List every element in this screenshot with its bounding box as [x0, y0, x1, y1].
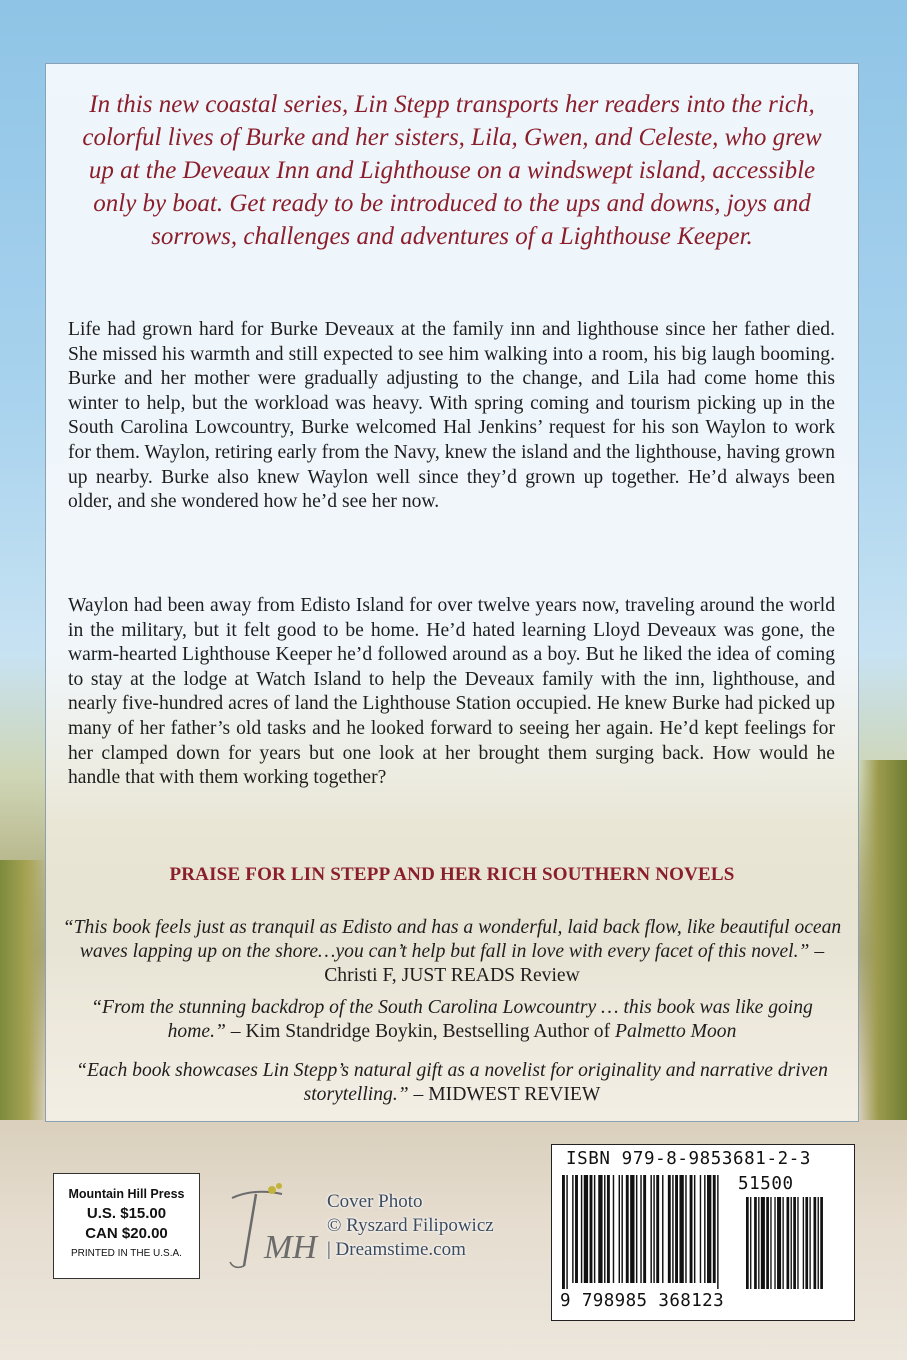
printed-in-label: PRINTED IN THE U.S.A.: [71, 1248, 182, 1259]
body-paragraph-1: Life had grown hard for Burke Deveaux at the family inn and lighthouse since her father died. She missed his warmth and still expected to see him walking into a room, his big laugh booming. Burke and her mother were gradually adjusting to the change, and Lila had come home this winter to help, but the workload was heavy. With spring coming and tourism picking up in the South Carolina Lowcountry, Burke welcomed Hal Jenkins’ request for his son Waylon to work for them. Waylon, retiring early from the Navy, knew the island and the lighthouse, having grown up nearby. Burke also knew Waylon well since they’d grown up together. He’d always been older, and she wondered how he’d see her now.: [68, 319, 835, 513]
barcode-addon-bar: [803, 1197, 804, 1289]
quote-attribution: – MIDWEST REVIEW: [408, 1084, 601, 1105]
isbn-barcode: [551, 1144, 855, 1321]
barcode-addon-bar: [793, 1197, 796, 1289]
barcode-addon-bar: [770, 1197, 771, 1289]
logo-mark: MH: [264, 1229, 317, 1266]
barcode-addon-bar: [761, 1197, 765, 1289]
barcode-addon-bar: [787, 1197, 790, 1289]
barcode-addon-bar: [809, 1197, 810, 1289]
barcode-bar: [626, 1175, 629, 1283]
quote-text: “From the stunning backdrop of the South Carolina Lowcountry … this book was like going home.”: [91, 997, 813, 1042]
barcode-bar: [604, 1175, 605, 1283]
intro-blurb: In this new coastal series, Lin Stepp transports her readers into the rich, colorful lives of Burke and her sisters, Lila, Gwen, and Celeste, who grew up at the Deveaux Inn and Lighthouse on a windswept island, accessible only by boat. Get ready to be introduced to the ups and downs, joys and sorrows, challenges and adventures of a Lighthouse Keeper.: [82, 91, 822, 250]
quote-book-title: Palmetto Moon: [615, 1021, 737, 1042]
barcode-bars: [560, 1175, 850, 1291]
barcode-bar: [690, 1175, 693, 1283]
publisher-logo-icon: [224, 1180, 317, 1280]
barcode-bar: [662, 1175, 663, 1283]
barcode-addon-bar: [791, 1197, 792, 1289]
quote-text: “This book feels just as tranquil as Edisto and has a wonderful, laid back flow, like beautiful ocean waves lapping up on the shore…you can’t help but fall in love with every facet of this novel.”: [62, 917, 842, 962]
price-box: [53, 1173, 200, 1279]
barcode-bar: [713, 1175, 716, 1283]
barcode-bar: [694, 1175, 695, 1283]
barcode-bar: [675, 1175, 678, 1283]
barcode-bar: [613, 1175, 614, 1283]
dune-grass-left: [0, 860, 46, 1120]
praise-heading: PRAISE FOR LIN STEPP AND HER RICH SOUTHERN NOVELS: [169, 864, 735, 885]
barcode-addon-bar: [766, 1197, 769, 1289]
barcode-addon-bar: [805, 1197, 808, 1289]
barcode-bar: [668, 1175, 671, 1283]
ean-digits: 9 798985 368123: [560, 1291, 725, 1311]
barcode-addon-bar: [814, 1197, 817, 1289]
praise-quote-2: [60, 996, 844, 1044]
barcode-addon-bar: [758, 1197, 759, 1289]
barcode-bar: [630, 1175, 634, 1283]
barcode-bar: [572, 1175, 573, 1283]
barcode-addon-bar: [754, 1197, 757, 1289]
barcode-bar: [704, 1175, 705, 1283]
barcode-bar: [650, 1175, 651, 1283]
barcode-bar: [640, 1175, 641, 1283]
barcode-addon-bar: [820, 1197, 823, 1289]
quote-text: “Each book showcases Lin Stepp’s natural gift as a novelist for originality and narrative driven storytelling.”: [76, 1060, 828, 1105]
blurb-panel: [45, 63, 859, 1122]
barcode-bar: [562, 1175, 565, 1289]
quote-attribution: – Christi F, JUST READS Review: [324, 941, 825, 986]
barcode-bar: [653, 1175, 654, 1283]
barcode-bar: [598, 1175, 602, 1283]
barcode-bar: [584, 1175, 588, 1283]
barcode-bar: [679, 1175, 683, 1283]
barcode-bar: [575, 1175, 578, 1283]
can-price: CAN $20.00: [85, 1225, 168, 1242]
credit-line-3: | Dreamstime.com: [327, 1239, 466, 1260]
barcode-bar: [636, 1175, 637, 1283]
dune-grass-right: [859, 760, 907, 1120]
barcode-bar: [566, 1175, 567, 1289]
barcode-price-code: 51500: [738, 1174, 794, 1194]
barcode-bar: [656, 1175, 659, 1283]
barcode-addon-bar: [774, 1197, 775, 1289]
barcode-bar: [619, 1175, 620, 1283]
barcode-bar: [717, 1175, 718, 1289]
barcode-addon-bar: [746, 1197, 749, 1289]
us-price: U.S. $15.00: [86, 1205, 167, 1222]
credit-line-1: Cover Photo: [327, 1191, 423, 1212]
isbn-number: ISBN 979-8-9853681-2-3: [566, 1149, 811, 1169]
barcode-bar: [643, 1175, 646, 1283]
body-paragraph-2: Waylon had been away from Edisto Island for over twelve years now, traveling around the world in the military, but it felt good to be home. He’d hated learning Lloyd Deveaux was gone, the warm-hearted Lighthouse Keeper he’d followed around as a boy. But he liked the idea of coming to stay at the lodge at Watch Island to help the Deveaux family with the inn, lighthouse, and nearly five-hundred acres of land the Lighthouse Station occupied. He knew Burke had picked up many of her father’s old tasks and he looked forward to seeing her again. He’d kept feelings for her clamped down for years but one look at her brought them surging back. How would he handle that with them working together?: [68, 595, 835, 789]
barcode-addon-bar: [750, 1197, 751, 1289]
barcode-bar: [590, 1175, 593, 1283]
cover-photo-credit: [327, 1190, 547, 1262]
barcode-addon-bar: [782, 1197, 783, 1289]
praise-quote-1: [60, 916, 844, 988]
barcode-addon-bar: [777, 1197, 781, 1289]
barcode-bar: [621, 1175, 622, 1283]
praise-quote-3: [60, 1059, 844, 1107]
barcode-bar: [581, 1175, 582, 1283]
barcode-bar: [700, 1175, 701, 1283]
publisher-name: Mountain Hill Press: [68, 1187, 185, 1201]
credit-line-2: © Ryszard Filipowicz: [327, 1215, 494, 1236]
quote-attribution: – Kim Standridge Boykin, Bestselling Author of: [225, 1021, 616, 1042]
barcode-bar: [672, 1175, 673, 1283]
barcode-bar: [594, 1175, 595, 1283]
barcode-addon-bar: [818, 1197, 819, 1289]
barcode-bar: [607, 1175, 610, 1283]
barcode-bar: [707, 1175, 711, 1283]
barcode-addon-bar: [797, 1197, 798, 1289]
barcode-bar: [685, 1175, 686, 1283]
